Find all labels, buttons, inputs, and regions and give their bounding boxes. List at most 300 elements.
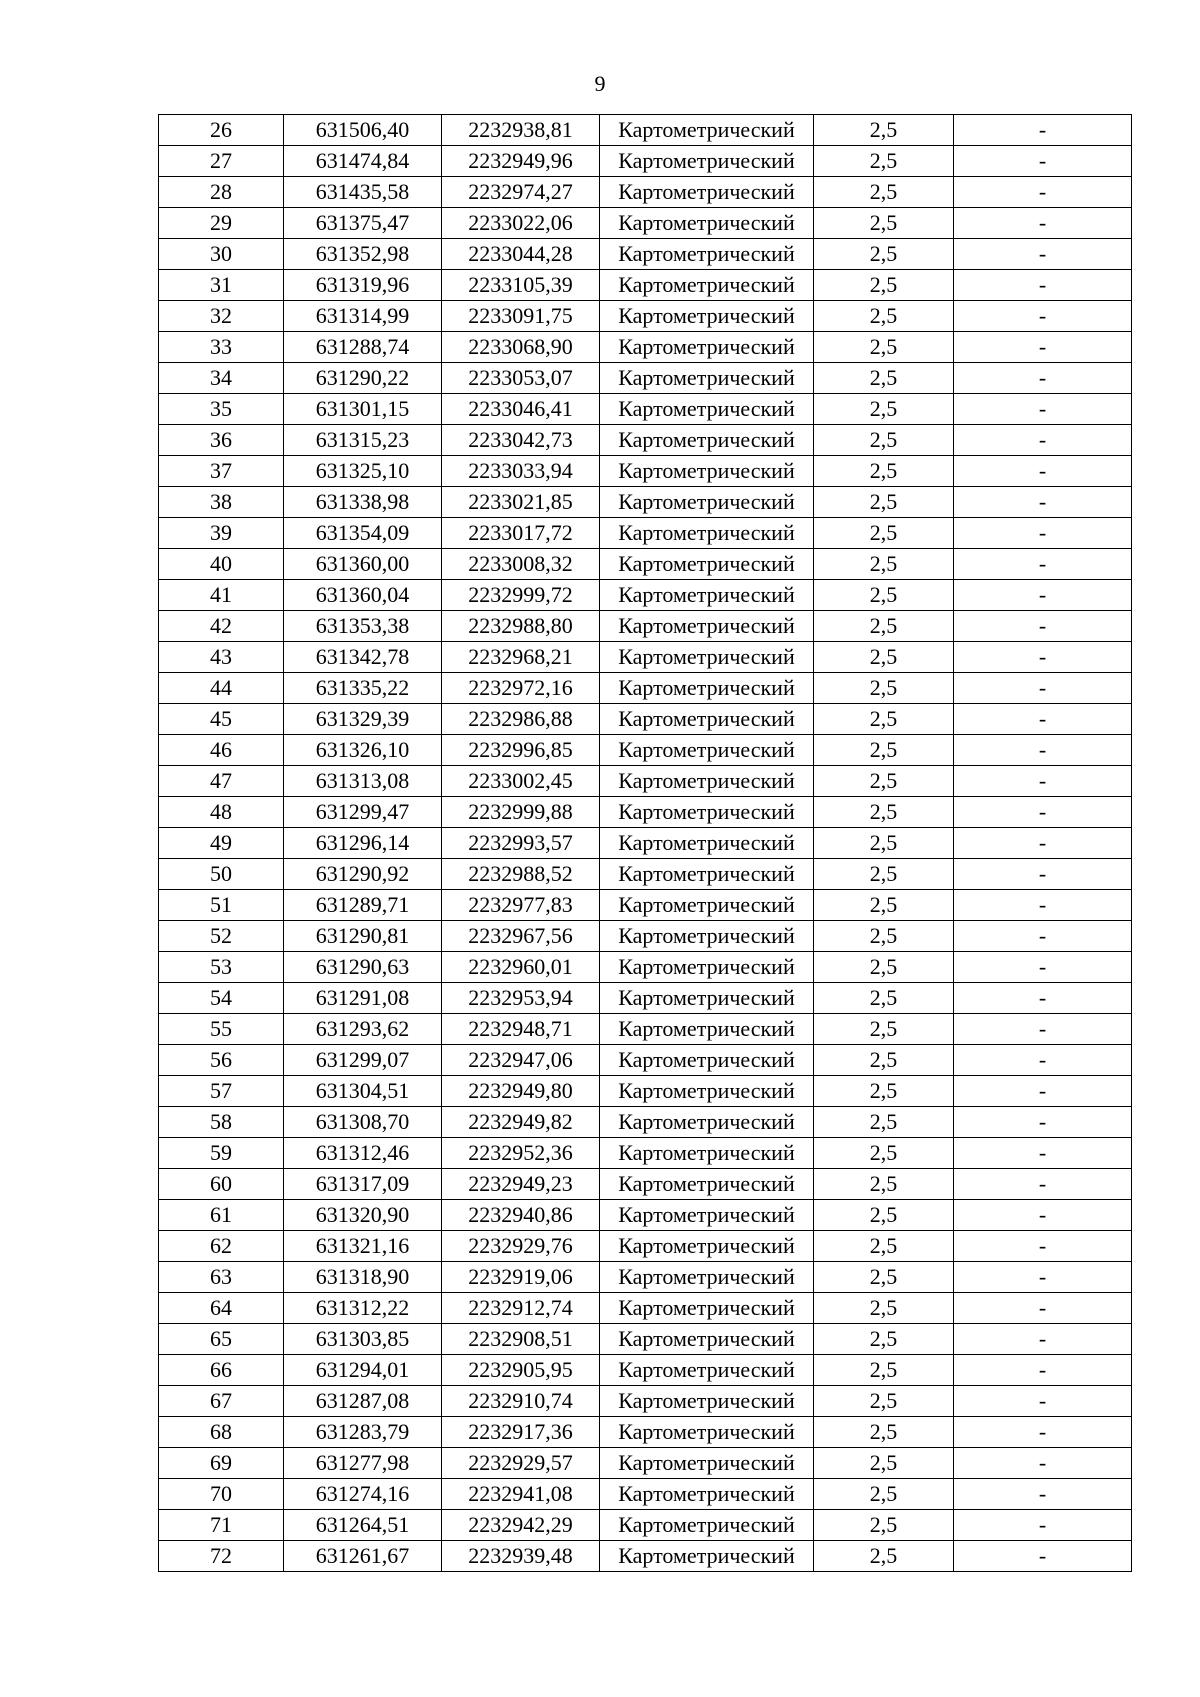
description-cell: - [954,487,1132,518]
table-row [159,1479,1132,1510]
description-cell: - [954,1014,1132,1045]
point-number-cell: 50 [159,859,284,890]
x-coordinate-cell: 631342,78 [284,642,442,673]
y-coordinate-cell: 2232977,83 [442,890,600,921]
description-cell: - [954,1200,1132,1231]
table-row [159,301,1132,332]
x-coordinate-cell: 631299,07 [284,1045,442,1076]
y-coordinate-cell: 2233017,72 [442,518,600,549]
description-cell: - [954,580,1132,611]
y-coordinate-cell: 2232952,36 [442,1138,600,1169]
accuracy-cell: 2,5 [814,1138,954,1169]
description-cell: - [954,1076,1132,1107]
table-row [159,1448,1132,1479]
accuracy-cell: 2,5 [814,1417,954,1448]
table-row [159,239,1132,270]
x-coordinate-cell: 631317,09 [284,1169,442,1200]
accuracy-cell: 2,5 [814,1231,954,1262]
method-cell: Картометрический [600,1138,814,1169]
x-coordinate-cell: 631293,62 [284,1014,442,1045]
method-cell: Картометрический [600,952,814,983]
accuracy-cell: 2,5 [814,456,954,487]
table-row [159,766,1132,797]
method-cell: Картометрический [600,1417,814,1448]
point-number-cell: 64 [159,1293,284,1324]
point-number-cell: 28 [159,177,284,208]
accuracy-cell: 2,5 [814,1045,954,1076]
description-cell: - [954,1169,1132,1200]
table-row [159,1510,1132,1541]
y-coordinate-cell: 2233068,90 [442,332,600,363]
method-cell: Картометрический [600,1479,814,1510]
point-number-cell: 55 [159,1014,284,1045]
y-coordinate-cell: 2232917,36 [442,1417,600,1448]
y-coordinate-cell: 2233021,85 [442,487,600,518]
x-coordinate-cell: 631261,67 [284,1541,442,1572]
table-row [159,1324,1132,1355]
accuracy-cell: 2,5 [814,1293,954,1324]
description-cell: - [954,208,1132,239]
table-row [159,704,1132,735]
x-coordinate-cell: 631283,79 [284,1417,442,1448]
description-cell: - [954,363,1132,394]
table-row [159,332,1132,363]
method-cell: Картометрический [600,1386,814,1417]
y-coordinate-cell: 2232910,74 [442,1386,600,1417]
x-coordinate-cell: 631290,92 [284,859,442,890]
description-cell: - [954,549,1132,580]
x-coordinate-cell: 631303,85 [284,1324,442,1355]
x-coordinate-cell: 631296,14 [284,828,442,859]
table-row [159,735,1132,766]
method-cell: Картометрический [600,518,814,549]
method-cell: Картометрический [600,797,814,828]
accuracy-cell: 2,5 [814,797,954,828]
point-number-cell: 26 [159,115,284,146]
x-coordinate-cell: 631290,63 [284,952,442,983]
table-row [159,1045,1132,1076]
table-row [159,518,1132,549]
description-cell: - [954,983,1132,1014]
y-coordinate-cell: 2232988,80 [442,611,600,642]
point-number-cell: 40 [159,549,284,580]
x-coordinate-cell: 631274,16 [284,1479,442,1510]
table-row [159,1355,1132,1386]
y-coordinate-cell: 2232949,96 [442,146,600,177]
x-coordinate-cell: 631335,22 [284,673,442,704]
point-number-cell: 38 [159,487,284,518]
y-coordinate-cell: 2233044,28 [442,239,600,270]
table-row [159,1200,1132,1231]
x-coordinate-cell: 631264,51 [284,1510,442,1541]
y-coordinate-cell: 2232960,01 [442,952,600,983]
coordinates-table-body [159,115,1132,1572]
table-row [159,1293,1132,1324]
description-cell: - [954,1541,1132,1572]
y-coordinate-cell: 2232908,51 [442,1324,600,1355]
y-coordinate-cell: 2232949,23 [442,1169,600,1200]
table-row [159,425,1132,456]
method-cell: Картометрический [600,1510,814,1541]
x-coordinate-cell: 631308,70 [284,1107,442,1138]
y-coordinate-cell: 2232948,71 [442,1014,600,1045]
accuracy-cell: 2,5 [814,394,954,425]
x-coordinate-cell: 631294,01 [284,1355,442,1386]
table-row [159,208,1132,239]
method-cell: Картометрический [600,1262,814,1293]
x-coordinate-cell: 631304,51 [284,1076,442,1107]
y-coordinate-cell: 2232929,57 [442,1448,600,1479]
description-cell: - [954,766,1132,797]
table-row [159,983,1132,1014]
table-row [159,828,1132,859]
table-row [159,1014,1132,1045]
table-row [159,1262,1132,1293]
x-coordinate-cell: 631325,10 [284,456,442,487]
table-row [159,1541,1132,1572]
accuracy-cell: 2,5 [814,611,954,642]
description-cell: - [954,518,1132,549]
accuracy-cell: 2,5 [814,301,954,332]
point-number-cell: 63 [159,1262,284,1293]
point-number-cell: 53 [159,952,284,983]
x-coordinate-cell: 631360,00 [284,549,442,580]
x-coordinate-cell: 631353,38 [284,611,442,642]
y-coordinate-cell: 2232919,06 [442,1262,600,1293]
y-coordinate-cell: 2233033,94 [442,456,600,487]
point-number-cell: 69 [159,1448,284,1479]
table-row [159,1169,1132,1200]
point-number-cell: 57 [159,1076,284,1107]
table-row [159,890,1132,921]
method-cell: Картометрический [600,1076,814,1107]
description-cell: - [954,1355,1132,1386]
point-number-cell: 48 [159,797,284,828]
point-number-cell: 45 [159,704,284,735]
point-number-cell: 72 [159,1541,284,1572]
method-cell: Картометрический [600,1293,814,1324]
description-cell: - [954,239,1132,270]
point-number-cell: 59 [159,1138,284,1169]
description-cell: - [954,1138,1132,1169]
method-cell: Картометрический [600,487,814,518]
accuracy-cell: 2,5 [814,1541,954,1572]
accuracy-cell: 2,5 [814,952,954,983]
description-cell: - [954,1386,1132,1417]
x-coordinate-cell: 631318,90 [284,1262,442,1293]
table-row [159,115,1132,146]
point-number-cell: 60 [159,1169,284,1200]
x-coordinate-cell: 631288,74 [284,332,442,363]
accuracy-cell: 2,5 [814,1014,954,1045]
accuracy-cell: 2,5 [814,115,954,146]
point-number-cell: 54 [159,983,284,1014]
method-cell: Картометрический [600,735,814,766]
y-coordinate-cell: 2232939,48 [442,1541,600,1572]
table-row [159,611,1132,642]
table-row [159,1231,1132,1262]
accuracy-cell: 2,5 [814,1479,954,1510]
x-coordinate-cell: 631329,39 [284,704,442,735]
y-coordinate-cell: 2232929,76 [442,1231,600,1262]
method-cell: Картометрический [600,456,814,487]
description-cell: - [954,456,1132,487]
table-row [159,859,1132,890]
accuracy-cell: 2,5 [814,1262,954,1293]
y-coordinate-cell: 2232941,08 [442,1479,600,1510]
point-number-cell: 51 [159,890,284,921]
x-coordinate-cell: 631375,47 [284,208,442,239]
x-coordinate-cell: 631301,15 [284,394,442,425]
x-coordinate-cell: 631290,22 [284,363,442,394]
method-cell: Картометрический [600,239,814,270]
accuracy-cell: 2,5 [814,146,954,177]
point-number-cell: 52 [159,921,284,952]
accuracy-cell: 2,5 [814,580,954,611]
description-cell: - [954,146,1132,177]
accuracy-cell: 2,5 [814,673,954,704]
method-cell: Картометрический [600,332,814,363]
table-row [159,270,1132,301]
description-cell: - [954,890,1132,921]
description-cell: - [954,115,1132,146]
y-coordinate-cell: 2233042,73 [442,425,600,456]
table-row [159,177,1132,208]
y-coordinate-cell: 2232999,72 [442,580,600,611]
accuracy-cell: 2,5 [814,270,954,301]
x-coordinate-cell: 631287,08 [284,1386,442,1417]
description-cell: - [954,735,1132,766]
description-cell: - [954,611,1132,642]
y-coordinate-cell: 2233105,39 [442,270,600,301]
table-row [159,797,1132,828]
accuracy-cell: 2,5 [814,425,954,456]
method-cell: Картометрический [600,301,814,332]
accuracy-cell: 2,5 [814,363,954,394]
method-cell: Картометрический [600,859,814,890]
y-coordinate-cell: 2232947,06 [442,1045,600,1076]
description-cell: - [954,1510,1132,1541]
x-coordinate-cell: 631319,96 [284,270,442,301]
y-coordinate-cell: 2232993,57 [442,828,600,859]
table-row [159,673,1132,704]
x-coordinate-cell: 631312,46 [284,1138,442,1169]
method-cell: Картометрический [600,611,814,642]
point-number-cell: 62 [159,1231,284,1262]
x-coordinate-cell: 631474,84 [284,146,442,177]
table-row [159,1417,1132,1448]
description-cell: - [954,859,1132,890]
method-cell: Картометрический [600,425,814,456]
point-number-cell: 30 [159,239,284,270]
method-cell: Картометрический [600,1324,814,1355]
method-cell: Картометрический [600,766,814,797]
x-coordinate-cell: 631315,23 [284,425,442,456]
y-coordinate-cell: 2232912,74 [442,1293,600,1324]
description-cell: - [954,704,1132,735]
description-cell: - [954,301,1132,332]
x-coordinate-cell: 631299,47 [284,797,442,828]
description-cell: - [954,642,1132,673]
description-cell: - [954,177,1132,208]
table-row [159,456,1132,487]
point-number-cell: 42 [159,611,284,642]
x-coordinate-cell: 631354,09 [284,518,442,549]
accuracy-cell: 2,5 [814,642,954,673]
description-cell: - [954,797,1132,828]
description-cell: - [954,1045,1132,1076]
point-number-cell: 31 [159,270,284,301]
point-number-cell: 27 [159,146,284,177]
description-cell: - [954,425,1132,456]
method-cell: Картометрический [600,549,814,580]
method-cell: Картометрический [600,146,814,177]
method-cell: Картометрический [600,1107,814,1138]
point-number-cell: 67 [159,1386,284,1417]
point-number-cell: 49 [159,828,284,859]
x-coordinate-cell: 631289,71 [284,890,442,921]
y-coordinate-cell: 2232949,80 [442,1076,600,1107]
description-cell: - [954,921,1132,952]
table-row [159,1076,1132,1107]
accuracy-cell: 2,5 [814,859,954,890]
method-cell: Картометрический [600,1231,814,1262]
point-number-cell: 37 [159,456,284,487]
accuracy-cell: 2,5 [814,1107,954,1138]
point-number-cell: 68 [159,1417,284,1448]
method-cell: Картометрический [600,890,814,921]
point-number-cell: 56 [159,1045,284,1076]
method-cell: Картометрический [600,580,814,611]
point-number-cell: 29 [159,208,284,239]
method-cell: Картометрический [600,1014,814,1045]
point-number-cell: 61 [159,1200,284,1231]
table-row [159,580,1132,611]
table-row [159,642,1132,673]
y-coordinate-cell: 2233046,41 [442,394,600,425]
table-row [159,363,1132,394]
y-coordinate-cell: 2232986,88 [442,704,600,735]
table-row [159,394,1132,425]
description-cell: - [954,673,1132,704]
y-coordinate-cell: 2232974,27 [442,177,600,208]
accuracy-cell: 2,5 [814,208,954,239]
y-coordinate-cell: 2232942,29 [442,1510,600,1541]
table-row [159,921,1132,952]
coordinates-table [158,114,1132,1572]
x-coordinate-cell: 631338,98 [284,487,442,518]
method-cell: Картометрический [600,1169,814,1200]
x-coordinate-cell: 631313,08 [284,766,442,797]
x-coordinate-cell: 631321,16 [284,1231,442,1262]
point-number-cell: 46 [159,735,284,766]
table-row [159,1386,1132,1417]
accuracy-cell: 2,5 [814,1355,954,1386]
method-cell: Картометрический [600,1355,814,1386]
y-coordinate-cell: 2232996,85 [442,735,600,766]
accuracy-cell: 2,5 [814,704,954,735]
accuracy-cell: 2,5 [814,1386,954,1417]
x-coordinate-cell: 631277,98 [284,1448,442,1479]
method-cell: Картометрический [600,642,814,673]
page-number: 9 [594,71,606,96]
method-cell: Картометрический [600,828,814,859]
accuracy-cell: 2,5 [814,1169,954,1200]
method-cell: Картометрический [600,394,814,425]
accuracy-cell: 2,5 [814,766,954,797]
accuracy-cell: 2,5 [814,1200,954,1231]
description-cell: - [954,1231,1132,1262]
accuracy-cell: 2,5 [814,1448,954,1479]
y-coordinate-cell: 2232988,52 [442,859,600,890]
description-cell: - [954,1107,1132,1138]
method-cell: Картометрический [600,1200,814,1231]
accuracy-cell: 2,5 [814,983,954,1014]
accuracy-cell: 2,5 [814,518,954,549]
accuracy-cell: 2,5 [814,487,954,518]
description-cell: - [954,1262,1132,1293]
point-number-cell: 43 [159,642,284,673]
y-coordinate-cell: 2232967,56 [442,921,600,952]
method-cell: Картометрический [600,1448,814,1479]
table-row [159,1138,1132,1169]
description-cell: - [954,1417,1132,1448]
description-cell: - [954,394,1132,425]
accuracy-cell: 2,5 [814,1324,954,1355]
point-number-cell: 33 [159,332,284,363]
accuracy-cell: 2,5 [814,921,954,952]
x-coordinate-cell: 631326,10 [284,735,442,766]
table-row [159,952,1132,983]
x-coordinate-cell: 631360,04 [284,580,442,611]
x-coordinate-cell: 631290,81 [284,921,442,952]
y-coordinate-cell: 2233008,32 [442,549,600,580]
description-cell: - [954,1479,1132,1510]
y-coordinate-cell: 2233002,45 [442,766,600,797]
point-number-cell: 41 [159,580,284,611]
description-cell: - [954,1324,1132,1355]
x-coordinate-cell: 631320,90 [284,1200,442,1231]
method-cell: Картометрический [600,983,814,1014]
y-coordinate-cell: 2232949,82 [442,1107,600,1138]
accuracy-cell: 2,5 [814,239,954,270]
x-coordinate-cell: 631352,98 [284,239,442,270]
point-number-cell: 34 [159,363,284,394]
description-cell: - [954,270,1132,301]
point-number-cell: 44 [159,673,284,704]
point-number-cell: 71 [159,1510,284,1541]
description-cell: - [954,828,1132,859]
point-number-cell: 66 [159,1355,284,1386]
accuracy-cell: 2,5 [814,1510,954,1541]
method-cell: Картометрический [600,177,814,208]
y-coordinate-cell: 2233091,75 [442,301,600,332]
method-cell: Картометрический [600,270,814,301]
method-cell: Картометрический [600,704,814,735]
y-coordinate-cell: 2232999,88 [442,797,600,828]
method-cell: Картометрический [600,921,814,952]
y-coordinate-cell: 2232940,86 [442,1200,600,1231]
description-cell: - [954,1448,1132,1479]
accuracy-cell: 2,5 [814,890,954,921]
y-coordinate-cell: 2232972,16 [442,673,600,704]
x-coordinate-cell: 631435,58 [284,177,442,208]
accuracy-cell: 2,5 [814,332,954,363]
x-coordinate-cell: 631312,22 [284,1293,442,1324]
accuracy-cell: 2,5 [814,549,954,580]
x-coordinate-cell: 631291,08 [284,983,442,1014]
method-cell: Картометрический [600,363,814,394]
